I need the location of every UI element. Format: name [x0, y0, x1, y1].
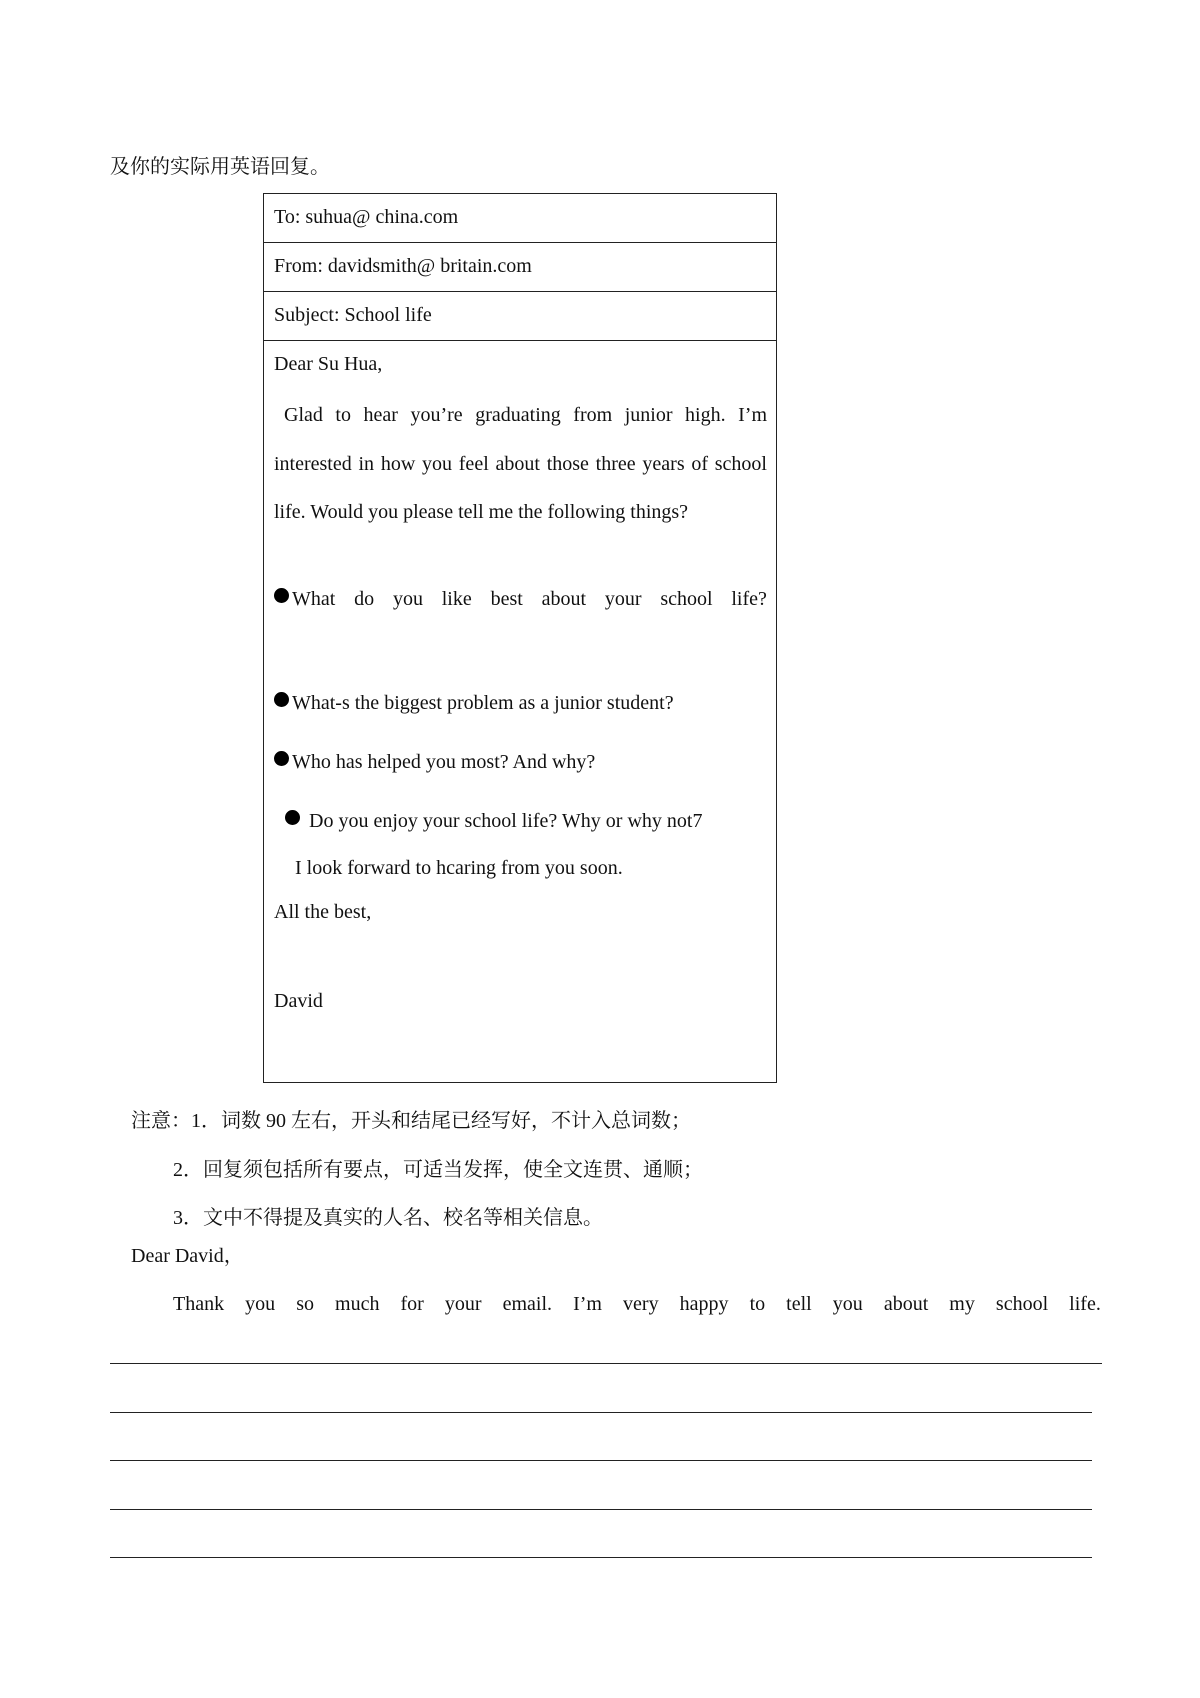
email-signoff: All the best,: [274, 901, 372, 923]
reply-word: email.: [502, 1293, 553, 1315]
answer-line[interactable]: [110, 1412, 1092, 1413]
question-1-word: life?: [731, 588, 767, 610]
reply-word: I’m: [573, 1293, 602, 1315]
question-1-word: What: [274, 587, 335, 611]
reply-word: much: [335, 1293, 380, 1315]
answer-line[interactable]: [110, 1363, 1102, 1364]
task-instruction: 及你的实际用英语回复。: [110, 156, 330, 178]
email-signature: David: [274, 990, 323, 1012]
question-1-word: about: [541, 588, 587, 610]
question-item-1: [274, 587, 767, 611]
question-item-2: [274, 691, 674, 715]
reply-word: so: [296, 1293, 314, 1315]
question-1-word: your: [604, 588, 642, 610]
question-text-2: What-s the biggest problem as a junior student?: [292, 692, 674, 714]
question-1-word: you: [392, 588, 423, 610]
reply-opening-sentence: [173, 1291, 1101, 1317]
email-subject-field: [264, 292, 776, 341]
writing-requirements: [131, 1097, 703, 1243]
reply-word: you: [832, 1293, 863, 1315]
reply-word: for: [400, 1293, 424, 1315]
question-text-4: Do you enjoy your school life? Why or why not7: [309, 810, 703, 832]
question-1-word: do: [354, 588, 375, 610]
email-from-text: From: davidsmith@ britain.com: [274, 255, 532, 277]
bullet-icon: [274, 751, 289, 766]
reply-word: happy: [679, 1293, 729, 1315]
reply-word: your: [444, 1293, 482, 1315]
requirement-2: 2．回复须包括所有要点，可适当发挥，使全文连贯、通顺；: [173, 1158, 703, 1181]
reply-salutation: Dear David，: [131, 1245, 244, 1267]
email-to-text: To: suhua@ china.com: [274, 206, 459, 228]
question-text-1: [274, 587, 767, 611]
reply-word: you: [245, 1293, 276, 1315]
bullet-icon: [285, 810, 300, 825]
email-body-text: Glad to hear you’re graduating from junior high. I’m interested in how you feel about those three years of school life. Would you please tell me the following things?: [274, 404, 767, 523]
email-greeting: Dear Su Hua,: [274, 353, 383, 375]
reply-word: my: [949, 1293, 975, 1315]
answer-line[interactable]: [110, 1557, 1092, 1558]
email-subject-text: Subject: School life: [274, 304, 432, 326]
email-card: [263, 193, 777, 1083]
answer-line[interactable]: [110, 1460, 1092, 1461]
bullet-icon: [274, 588, 289, 603]
reply-word: Thank: [173, 1293, 225, 1315]
email-closing: I look forward to hcaring from you soon.: [295, 857, 623, 879]
requirement-1: 注意：1．词数 90 左右，开头和结尾已经写好，不计入总词数；: [131, 1110, 691, 1132]
reply-word: about: [883, 1293, 929, 1315]
question-text-3: Who has helped you most? And why?: [292, 751, 596, 773]
question-1-word: best: [490, 588, 523, 610]
reply-word: to: [749, 1293, 766, 1315]
email-from-field: [264, 243, 776, 292]
reply-word: school: [995, 1293, 1049, 1315]
reply-word: very: [623, 1293, 659, 1315]
email-body-paragraph: [274, 391, 767, 537]
bullet-icon: [274, 692, 289, 707]
question-1-word: school: [660, 588, 713, 610]
email-to-field: [264, 194, 776, 243]
question-item-3: [274, 750, 595, 774]
answer-line[interactable]: [110, 1509, 1092, 1510]
requirement-3: 3．文中不得提及真实的人名、校名等相关信息。: [173, 1207, 603, 1229]
reply-word: life.: [1069, 1293, 1101, 1315]
question-1-word: like: [441, 588, 472, 610]
question-item-4: [285, 809, 702, 833]
reply-word: tell: [786, 1293, 812, 1315]
